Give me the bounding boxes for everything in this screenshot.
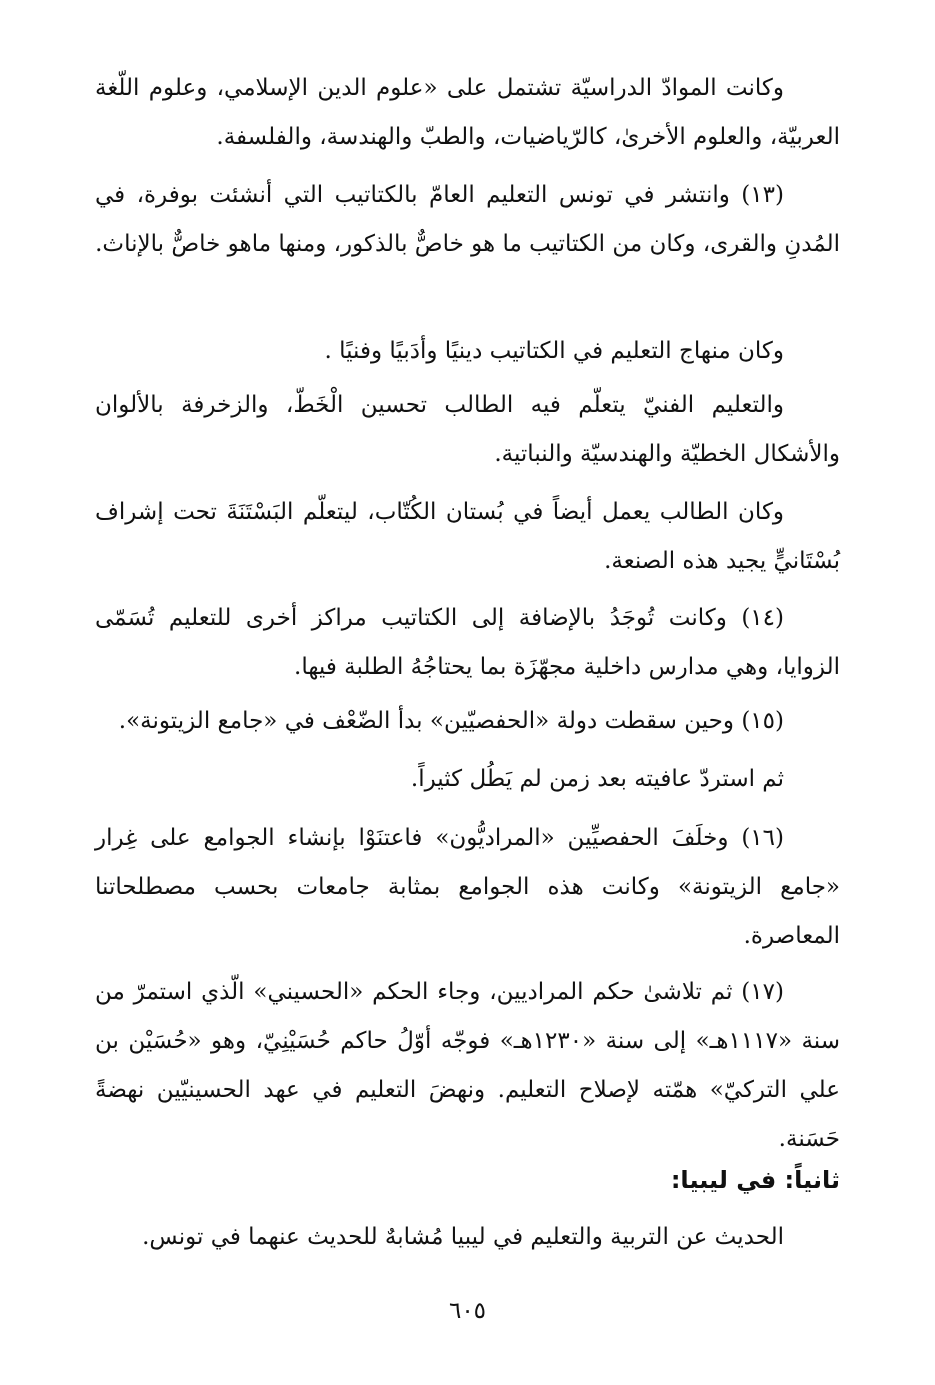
paragraph-garden: وكان الطالب يعمل أيضاً في بُستان الكُتّاب، ليتعلّم البَسْتَنَةَ تحت إشراف بُسْتَانيٍّ يجيد هذه الصنعة. <box>95 499 840 574</box>
paragraph-curriculum: وكانت الموادّ الدراسيّة تشتمل على «علوم الدين الإسلامي، وعلوم اللّغة العربيّة، والعلوم الأخرىٰ، كالرّياضيات، والطبّ والهندسة، والفلسفة. <box>95 75 840 150</box>
paragraph-libya: الحديث عن التربية والتعليم في ليبيا مُشابهٌ للحديث عنهما في تونس. <box>142 1224 784 1250</box>
paragraph-16: (١٦) وخلَفَ الحفصيِّين «المراديُّون» فاعتنَوْا بإنشاء الجوامع على غِرار «جامع الزيتونة» وكانت هذه الجوامع بمثابة جامعات بحسب مصطلحاتنا المعاصرة. <box>95 825 840 949</box>
page-number: ٦٠٥ <box>448 1298 487 1324</box>
paragraph-14: (١٤) وكانت تُوجَدُ بالإضافة إلى الكتاتيب مراكز أخرى للتعليم تُسَمّى الزوايا، وهي مدارس داخلية مجهّزَة بما يحتاجُهُ الطلبة فيها. <box>95 605 840 680</box>
section-heading-libya: ثانياً: في ليبيا: <box>670 1166 840 1194</box>
paragraph-15: (١٥) وحين سقطت دولة «الحفصيّين» بدأ الضّعْف في «جامع الزيتونة». <box>118 708 784 734</box>
paragraph-curriculum-types: وكان منهاج التعليم في الكتاتيب دينيًا وأدَبيًا وفنيًا . <box>324 338 784 364</box>
paragraph-17: (١٧) ثم تلاشىٰ حكم المراديين، وجاء الحكم «الحسيني» الّذي استمرّ من سنة «١١١٧هـ» إلى سنة «١٢٣٠هـ» فوجّه أوّلُ حاكم حُسَيْنِيّ، وهو «حُسَيْن بن علي التركيّ» همّته لإصلاح التعليم. ونهضَ التعليم في عهد الحسينيّين نهضةً حَسَنة. <box>95 979 840 1152</box>
paragraph-art-education: والتعليم الفنيّ يتعلّم فيه الطالب تحسين الْخَطّ، والزخرفة بالألوان والأشكال الخطيّة والهندسيّة والنباتية. <box>95 392 840 467</box>
paragraph-13: (١٣) وانتشر في تونس التعليم العامّ بالكتاتيب التي أنشئت بوفرة، في المُدنِ والقرى، وكان من الكتاتيب ما هو خاصٌّ بالذكور، ومنها ماهو خاصٌّ بالإناث. <box>95 182 840 257</box>
paragraph-recovery: ثم استردّ عافيته بعد زمن لم يَطُل كثيراً. <box>410 766 784 792</box>
